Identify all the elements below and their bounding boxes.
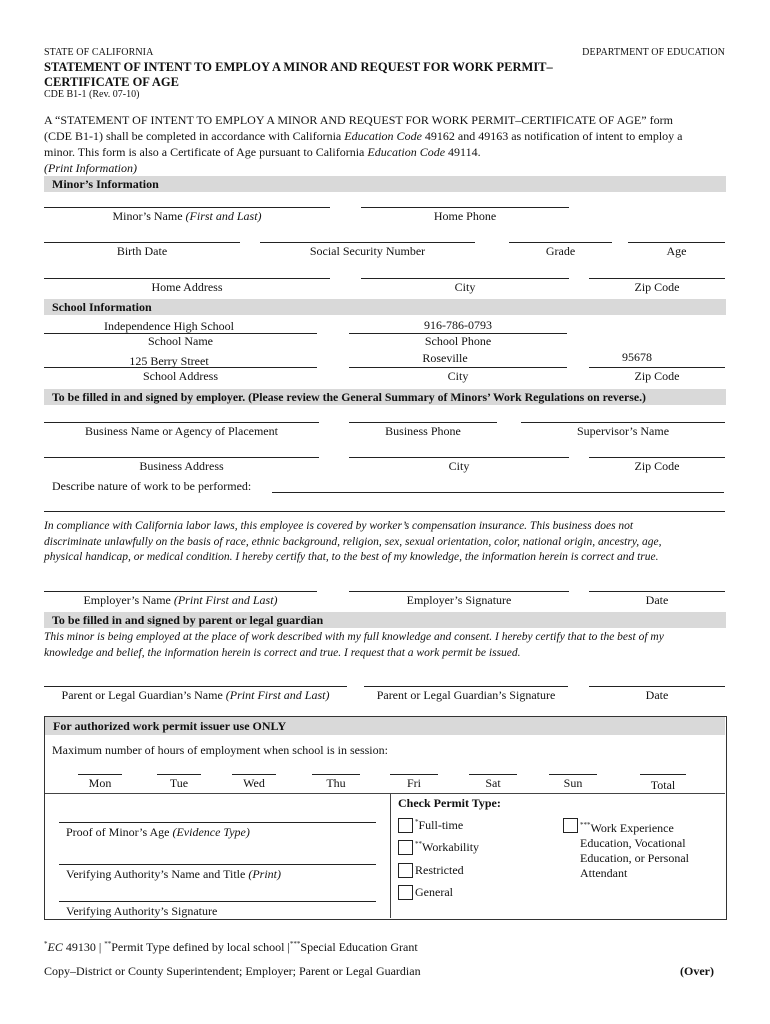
consent-line: knowledge and belief, the information herein is correct and true. I request that a work permit be issued. xyxy=(44,646,521,659)
guardian-date-field[interactable] xyxy=(589,686,725,687)
day-total-label: Total xyxy=(650,778,676,792)
guardian-signature-field[interactable] xyxy=(364,686,568,687)
business-name-field[interactable] xyxy=(44,422,319,423)
day-sat-label: Sat xyxy=(485,776,501,790)
day-thu-label: Thu xyxy=(326,776,346,790)
label-text: Parent or Legal Guardian’s Name xyxy=(61,688,226,702)
footnote-mark: *** xyxy=(580,821,591,829)
footnote-text: 49130 | xyxy=(62,940,105,954)
footnote-mark: ** xyxy=(104,940,112,948)
guardian-date-label: Date xyxy=(645,688,669,702)
footnotes xyxy=(44,940,418,955)
work-experience-label xyxy=(580,818,689,881)
guardian-name-label xyxy=(44,688,347,703)
issuer-column-divider xyxy=(390,793,391,918)
grade-label: Grade xyxy=(545,244,576,258)
ssn-field[interactable] xyxy=(260,242,475,243)
max-hours-label: Maximum number of hours of employment when school is in session: xyxy=(52,743,388,757)
print-information-note: (Print Information) xyxy=(44,161,137,175)
day-sun-label: Sun xyxy=(563,776,583,790)
issuer-divider xyxy=(45,793,725,794)
intro-paragraph xyxy=(44,112,734,160)
guardian-section-header: To be filled in and signed by parent or legal guardian xyxy=(44,612,726,628)
employer-section-header: To be filled in and signed by employer. (Please review the General Summary of Minors’ Work Regulations on reverse.) xyxy=(44,389,726,405)
state-label: STATE OF CALIFORNIA xyxy=(44,47,154,58)
age-label: Age xyxy=(666,244,687,258)
business-city-field[interactable] xyxy=(349,457,569,458)
footnote-text: EC xyxy=(47,940,63,954)
school-city-label: City xyxy=(447,369,469,383)
school-zip-label: Zip Code xyxy=(634,369,680,383)
business-address-label: Business Address xyxy=(139,459,224,473)
business-name-label: Business Name or Agency of Placement xyxy=(85,424,278,438)
compliance-statement xyxy=(44,519,734,566)
footnote-mark: *** xyxy=(289,940,301,948)
footnote-mark: ** xyxy=(415,840,422,848)
work-experience-line xyxy=(580,818,689,836)
proof-of-age-field[interactable] xyxy=(59,822,376,823)
school-address-field[interactable] xyxy=(44,367,317,368)
employer-name-label xyxy=(44,593,317,608)
label-text: Employer’s Name xyxy=(83,593,174,607)
issuer-section-header: For authorized work permit issuer use ONLY xyxy=(45,717,725,735)
day-fri-label: Fri xyxy=(406,776,421,790)
hours-wed-field[interactable] xyxy=(232,774,276,775)
hours-tue-field[interactable] xyxy=(157,774,201,775)
form-id: CDE B1-1 (Rev. 07-10) xyxy=(44,89,140,100)
restricted-label: Restricted xyxy=(415,863,464,877)
workability-checkbox[interactable] xyxy=(398,840,413,855)
proof-of-age-label xyxy=(66,825,250,840)
grade-field[interactable] xyxy=(509,242,612,243)
minor-city-field[interactable] xyxy=(361,278,569,279)
intro-line-3 xyxy=(44,144,734,160)
intro-code-ref: Education Code xyxy=(344,129,422,143)
employer-date-label: Date xyxy=(645,593,669,607)
work-experience-line: Attendant xyxy=(580,866,628,880)
employer-signature-field[interactable] xyxy=(349,591,569,592)
day-tue-label: Tue xyxy=(169,776,189,790)
compliance-line: In compliance with California labor laws, this employee is covered by worker’s compensation insurance. This business does not xyxy=(44,520,634,532)
employer-signature-label: Employer’s Signature xyxy=(406,593,512,607)
school-phone-label: School Phone xyxy=(424,334,492,348)
business-zip-label: Zip Code xyxy=(634,459,680,473)
label-hint: (First and Last) xyxy=(185,209,262,223)
verifying-authority-name-label xyxy=(66,867,281,882)
minor-name-label xyxy=(44,209,330,224)
intro-line-1: A “STATEMENT OF INTENT TO EMPLOY A MINOR AND REQUEST FOR WORK PERMIT–CERTIFICATE OF AGE” form xyxy=(44,113,673,127)
business-zip-field[interactable] xyxy=(589,457,725,458)
business-phone-field[interactable] xyxy=(349,422,497,423)
work-experience-checkbox[interactable] xyxy=(563,818,578,833)
label-text: Workability xyxy=(422,840,480,854)
home-address-field[interactable] xyxy=(44,278,330,279)
employer-name-field[interactable] xyxy=(44,591,317,592)
consent-line: This minor is being employed at the place of work described with my full knowledge and consent. I hereby certify that to the best of my xyxy=(44,631,664,643)
label-hint: (Print First and Last) xyxy=(225,688,330,702)
check-permit-type-label: Check Permit Type: xyxy=(398,796,501,810)
school-address-value: 125 Berry Street xyxy=(129,354,209,368)
school-zip-field[interactable] xyxy=(589,367,725,368)
label-text: Proof of Minor’s Age xyxy=(66,825,173,839)
verifying-authority-name-field[interactable] xyxy=(59,864,376,865)
supervisor-name-label: Supervisor’s Name xyxy=(576,424,670,438)
minor-info-header: Minor’s Information xyxy=(44,176,726,192)
minor-zip-label: Zip Code xyxy=(634,280,680,294)
label-hint: (Evidence Type) xyxy=(172,825,250,839)
school-info-header: School Information xyxy=(44,299,726,315)
minor-zip-field[interactable] xyxy=(589,278,725,279)
restricted-checkbox[interactable] xyxy=(398,863,413,878)
guardian-name-field[interactable] xyxy=(44,686,347,687)
verifying-authority-signature-field[interactable] xyxy=(59,901,376,902)
guardian-consent-text xyxy=(44,630,734,661)
day-wed-label: Wed xyxy=(243,776,265,790)
day-mon-label: Mon xyxy=(88,776,112,790)
birth-date-field[interactable] xyxy=(44,242,240,243)
hours-sat-field[interactable] xyxy=(469,774,517,775)
intro-text: (CDE B1-1) shall be completed in accordance with California xyxy=(44,129,345,143)
fulltime-label xyxy=(415,818,463,833)
copy-distribution: Copy–District or County Superintendent; Employer; Parent or Legal Guardian xyxy=(44,964,421,978)
over-label: (Over) xyxy=(680,964,714,978)
work-experience-line: Education, Vocational xyxy=(580,836,686,850)
compliance-line: discriminate unlawfully on the basis of race, ethnic background, religion, sex, sexual orientation, color, national origin, ancestry, age, xyxy=(44,535,662,548)
hours-total-field[interactable] xyxy=(640,774,686,775)
school-city-value: Roseville xyxy=(422,351,468,365)
label-hint: (Print First and Last) xyxy=(173,593,278,607)
work-experience-line: Education, or Personal xyxy=(580,851,689,865)
intro-text: 49162 and 49163 as notification of intent to employ a xyxy=(421,129,683,143)
supervisor-name-field[interactable] xyxy=(521,422,725,423)
fulltime-checkbox[interactable] xyxy=(398,818,413,833)
intro-line-2 xyxy=(44,128,734,144)
form-title-line2: CERTIFICATE OF AGE xyxy=(44,75,179,89)
workability-label xyxy=(415,840,479,855)
general-label: General xyxy=(415,885,453,899)
footnote-text: Special Education Grant xyxy=(300,940,418,954)
verifying-authority-signature-label: Verifying Authority’s Signature xyxy=(66,904,218,918)
footnote-text: Permit Type defined by local school | xyxy=(111,940,290,954)
department-label: DEPARTMENT OF EDUCATION xyxy=(582,47,725,58)
hours-sun-field[interactable] xyxy=(549,774,597,775)
hours-fri-field[interactable] xyxy=(390,774,438,775)
school-address-label: School Address xyxy=(143,369,218,383)
birth-date-label: Birth Date xyxy=(116,244,168,258)
nature-of-work-field-line2[interactable] xyxy=(44,511,725,512)
school-zip-value: 95678 xyxy=(622,350,652,364)
footnote-mark: * xyxy=(415,818,419,826)
compliance-line: physical handicap, or medical condition. I hereby certify that, to the best of my knowledge, the information herein is correct and true. xyxy=(44,551,659,563)
nature-of-work-field[interactable] xyxy=(272,492,724,493)
label-hint: (Print) xyxy=(248,867,281,881)
intro-text: minor. This form is also a Certificate of Age pursuant to California xyxy=(44,145,368,159)
business-city-label: City xyxy=(448,459,470,473)
label-text: Verifying Authority’s Name and Title xyxy=(66,867,249,881)
hours-thu-field[interactable] xyxy=(312,774,360,775)
label-text: Minor’s Name xyxy=(112,209,186,223)
intro-code-ref: Education Code xyxy=(367,145,446,159)
label-text: Full-time xyxy=(418,818,464,832)
minor-city-label: City xyxy=(454,280,476,294)
employer-date-field[interactable] xyxy=(589,591,725,592)
guardian-signature-label: Parent or Legal Guardian’s Signature xyxy=(376,688,556,702)
school-name-label: School Name xyxy=(148,334,213,348)
ssn-label: Social Security Number xyxy=(309,244,426,258)
footnote-mark: * xyxy=(44,940,48,948)
nature-of-work-label: Describe nature of work to be performed: xyxy=(52,479,252,493)
school-name-value: Independence High School xyxy=(104,319,234,333)
hours-mon-field[interactable] xyxy=(78,774,122,775)
home-phone-field[interactable] xyxy=(361,207,569,208)
age-field[interactable] xyxy=(628,242,725,243)
business-address-field[interactable] xyxy=(44,457,319,458)
form-title-line1: STATEMENT OF INTENT TO EMPLOY A MINOR AND REQUEST FOR WORK PERMIT– xyxy=(44,60,553,74)
label-text: Work Experience xyxy=(590,821,674,835)
school-city-field[interactable] xyxy=(349,367,567,368)
business-phone-label: Business Phone xyxy=(385,424,461,438)
minor-name-field[interactable] xyxy=(44,207,330,208)
general-checkbox[interactable] xyxy=(398,885,413,900)
school-phone-value: 916-786-0793 xyxy=(424,318,492,332)
intro-text: 49114. xyxy=(445,145,481,159)
home-phone-label: Home Phone xyxy=(433,209,497,223)
home-address-label: Home Address xyxy=(151,280,223,294)
